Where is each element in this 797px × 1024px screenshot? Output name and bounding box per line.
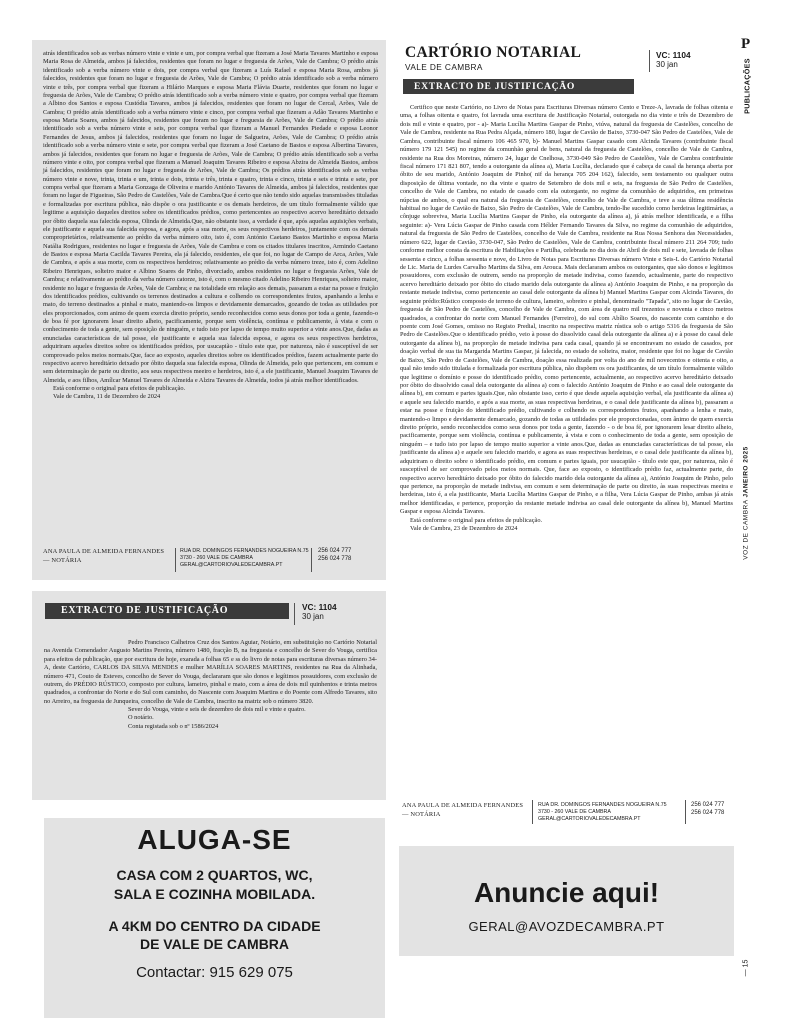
justification-notice-continuation (32, 40, 386, 580)
rental-ad (44, 818, 385, 1018)
notice-body: Pedro Francisco Calheiros Cruz dos Santos Aguiar, Notário, em substituição no Cartório Notarial na Avenida Comendador Augusto Martins Pereira, número 1480, fracção B, na freguesia e concelho de Sever do Vouga, certifica para efeitos de publicação, que por escritura de hoje, exarada a folhas 65 e ss do livro de notas para escrituras diversas número 34-A, deste Cartório, CARLOS DA SILVA MENDES e mulher MARÍLIA SOARES MARTINS, residentes na Rua da Alinhada, número 471, Couto de Esteves, concelho de Sever do Vouga, declararam que são donos e legítimos possuidores, com exclusão de outrem, do PRÉDIO RÚSTICO, composto por cultura, lameiro, pinhal e mato, com a área de dois mil quinhentos e trinta metros quadrados, a confrontar do Norte e do Sul com caminho, do Nascente com Joaquim Martins e do Poente com Alfredo Tavares, sito no Arreiro, na freguesia de Junqueira, concelho de Vale de Cambra, inscrito na matriz sob o número 3820. (44, 639, 377, 705)
vc-reference (302, 602, 337, 621)
vc-date: 30 jan (302, 612, 324, 621)
publication-name: VOZ DE CAMBRA (742, 499, 750, 560)
rental-ad-contact: Contactar: 915 629 075 (136, 964, 293, 981)
section-label: PUBLICAÇÕES (742, 58, 752, 114)
extract-header: EXTRACTO DE JUSTIFICAÇÃO (403, 79, 634, 94)
advertise-ad-email: GERAL@AVOZDECAMBRA.PT (468, 919, 665, 934)
notice-place-date: Vale de Cambra, 23 de Dezembro de 2024 (410, 525, 518, 533)
signature-divider (685, 800, 686, 824)
publication-logo: P (741, 36, 751, 52)
vc-date: 30 jan (656, 60, 678, 69)
notary-office-title: CARTÓRIO NOTARIAL (405, 44, 582, 61)
notary-office-location: VALE DE CAMBRA (405, 62, 483, 72)
rental-ad-line: SALA E COZINHA MOBILADA. (113, 886, 316, 902)
notary-email: GERAL@CARTORIOVALEDECAMBRA.PT (180, 562, 283, 568)
notice-place-date: Sever do Vouga, vinte e seis de dezembro de dois mil e vinte e quatro. (128, 706, 306, 713)
vc-code: VC: 1104 (302, 602, 337, 612)
notice-body: atrás identificados sob as verbas número vinte e vinte e um, por compra verbal que fizeram a José Maria Tavares Martinho e esposa Maria Rosa de Almeida, ambos já falecidos, residentes que foram no lugar e freguesia de Arões, Vale de Cambra; O prédio atrás identificado sob a verba número vinte e dois, por compra verbal que fizeram a Luís Rafael e esposa Maria Rosa, ambos já falecidos, residentes que foram no lugar e freguesia de Arões, Vale de Cambra; O prédio atrás identificado sob a verba número vinte e três, por compra verbal que fizeram a Hilário Marques e esposa Maria Flávia Duarte, residentes que foram no lugar e freguesia de Arões, Vale de Cambra; O prédio atrás identificado sob a verba número vinte e quatro, por compra verbal que fizeram a Albino dos Santos e esposa Custódia Tavares, ambos já falecidos, residentes que foram no lugar de Cercal, Arões, Vale de Cambra; O prédio atrás identificado sob a verba número vinte e cinco, por compra verbal que fizeram a Adão Tavares Martinho e esposa Maria Soares, ambos já falecidos, residentes que foram no lugar e freguesia de Arões, Vale de Cambra; O prédio atrás identificado sob a verba número vinte e seis, por compra verbal que fizeram a Manuel Fernandes Piedade e esposa Leonor Fernandes de Jesus, ambos já falecidos, residentes que foram no lugar de Salgueira, Arões, Vale de Cambra; O prédio atrás identificado sob a verba número vinte e sete, por compra verbal que fizeram a José Caetano de Bastos e esposa Albertina Tavares, ambos já falecidos, residentes que foram no lugar e freguesia de Arões, Vale de Cambra; O prédio atrás identificado sob a verba número vinte e oito, por compra verbal que fizeram a Manuel Joaquim Tavares Ribeiro e esposa Abzira de Almeida Bastos, ambos já falecidos, residentes que foram no lugar e freguesia de Arões, Vale de Cambra; Os prédios atrás identificados sob as verbas número vinte e nove, trinta, trinta e um, trinta e dois, trinta e três, trinta e quatro, trinta e cinco, trinta e seis e trinta e sete, por compra verbal que fizeram a Maria Gonzaga de Oliveira e marido António Tavares de Almeida, ambos já falecidos, residentes que foram no lugar de Figueiras, São Pedro de Castelões, Vale de Cambra.Que é certo que não tendo sido aquelas transmissões tituladas e formalizadas por escritura pública, não dispõe o ora justificante e os demais herdeiros, de um título formalmente válido que legitime a aquisição daqueles direitos sobre os identificados prédios, como pertencentes ao respectivo acervo hereditário deixado por óbito daquela sua falecida esposa, Olinda de Almeida.Que, não obstante isso, a verdade é que, após aquelas aquisições verbais, ele justificante e aquela sua falecida esposa, e agora, após a sua morte, os seus respectivos herdeiros, juntamente com os demais comproprietários, relativamente ao prédio da verba número oito, isto é, com António Caetano Bastos Martinho e esposa Maria Natália Rodrigues, residentes no lugar e freguesia de Arões, Vale de Cambra e com os citados titulares inscritos, Armindo Caetano de Bastos e esposa Maria Cacilda Tavares Pereira, ela já falecido, residentes, ele que foi, no lugar de Campo de Arca, Arões, Vale de Cambra, e após a sua morte, com os respectivos herdeiros; relativamente ao prédio da verba número treze, isto é, com Adelino Ribeiro Henriques, solteiro maior e Albino Soares de Pinho, divorciado, ambos residentes no lugar e freguesia Arões, Vale de Cambra; e relativamente ao prédio da verba número catorze, isto é, com o mesmo citado Adelino Ribeiro Henriques, solteiro maior, residente no lugar e freguesia de Arões, Vale de Cambra; e na totalidade em relação aos demais, passaram a estar na posse e fruição dos identificados prédios, cultivando os terrenos destinados a cultura e colhendo os correspondentes frutos, apanhando a lenha e mato, do terreno destinados a pinhal e mato, mantendo-os limpos e devidamente demarcados, gozando de todas as utilidades por eles proporcionados, com animo de quem exercia direito próprio, sendo reconhecidos como seus donos por toda a gente, fazendo-o de boa fé por ignorarem lesar direito alheio, pacificamente, porque sem violência, contínua e publicamente, à vista e com o conhecimento de toda a gente, sem oposição de ninguém, e tudo isto por lapso de tempo muito superior a vinte anos.Que, dadas as enunciadas características de tal posse, ele justificante e aquela sua falecida esposa, e agora os seus respectivos herdeiros, adquiriram aqueles direitos sobre os identificados prédios, por usucapião - título este que, por natureza, não é susceptível de ser comprovado pelos meios normais.Que, face ao exposto, aqueles direitos sobre os identificados prédios, fazem actualmente parte do respectivo acervo hereditário deixado por óbito daquela sua falecida esposa, Olinda de Almeida, pelo que pertencem, em comum e sem determinação de parte ou direito, aos seus respectivos meeiro e herdeiros, isto é, a ele justificante, Manuel Joaquim Tavares de Almeida, e aos filhos, Amílcar Manuel Tavares de Almeida e Alzira Tavares de Almeida, todos já atrás melhor identificados. (43, 50, 378, 384)
notary-phone-1: 256 024 777 (318, 548, 352, 554)
signature-divider (311, 548, 312, 572)
notary-role: — NOTÁRIA (402, 811, 441, 818)
advertise-ad (399, 846, 734, 956)
notary-address-2: 3730 - 260 VALE DE CAMBRA (180, 555, 253, 561)
rental-ad-line: DE VALE DE CAMBRA (139, 936, 290, 952)
notary-office-notice (396, 40, 735, 840)
extract-header: EXTRACTO DE JUSTIFICAÇÃO (45, 603, 289, 619)
notary-address-1: RUA DR. DOMINGOS FERNANDES NOGUEIRA N.75 (180, 548, 309, 554)
vc-divider (294, 603, 295, 625)
notice-place-date: Vale de Cambra, 11 de Dezembro de 2024 (53, 393, 161, 401)
notary-phone-2: 256 024 778 (691, 810, 725, 816)
notice-account: Conta registada sob o nº 1586/2024 (128, 722, 219, 730)
rental-ad-title: ALUGA-SE (137, 824, 292, 855)
notary-signature (43, 548, 383, 574)
notary-address-2: 3730 - 260 VALE DE CAMBRA (538, 809, 611, 815)
notice-body: Certifico que neste Cartório, no Livro de Notas para Escrituras Diversas número Cento e Treze-A, lavrada de folhas oitenta e uma, a folhas oitenta e quatro, foi lavrada uma escritura de Justificação Notarial, outorgada no dia vinte e três de Dezembro de dois mil e vinte e quatro, por - a)- Maria Lucília Martins Gaspar de Pinho, viúva, natural da freguesia de Castelões, concelho de Vale de Cambra, residente na Rua Pedra Alçada, número 180, lugar de Cavião de Baixo, 3730-047 São Pedro de Castelões, Vale de Cambra, contribuinte fiscal número 106 465 970, b)- Manuel Martins Gaspar casado com Alcinda Tavares (contribuinte fiscal número 179 121 545) no regime da comunhão geral de bens, natural da freguesia de Castelões, concelho de Vale de Cambra, residente na Rua dos Moreiras, número 24, lugar de Cnelhosa, 3730-049 São Pedro de Castelões, Vale de Cambra contribuinte fiscal número 171 821 807, tendo a outorgante da alínea a), Maria Lucília, declarado que é cabeça de casal da herança aberta por óbito de seu marido, António Joaquim de Pinho( nif da herança 705 204 162), falecido, sem testamento ou qualquer outra disposição de última vontade, no dia vinte e quatro de Setembro de dois mil e seis, na freguesia de São Pedro de Castelões, concelho de Vale de Cambra, no estado de casado com ela outorgante, no regime da comunhão de adquiridos, em primeiras núpcias de ambos, o qual era natural da freguesia de Castelões, concelho de Vale de Cambra, e teve a sua última residência habitual no lugar de Cavião de Baixo, São Pedro de Castelões, Vale de Cambra, tendo-lhe sucedido como herdeiras legitimárias, a cônjuge sobreviva, Maria Lucília Martins Gaspar de Pinho, ela outorgante da alínea a), já atrás melhor identificada, e a filha seguinte: a)- Vera Lúcia Gaspar de Pinho casada com Hélder Fernando Tavares da Silva, no regime da comunhão de adquiridos, natural da freguesia de São Pedro de Castelões, concelho de Vale de Cambra, residente na Rua Nossa Senhora das Necessidades, número 622, lugar de Cavião, 3730-047, São Pedro de Castelões, Vale de Cambra, contribuinte fiscal número 211 264 709; tudo conforme melhor consta da escritura de Habilitações e Partilha, celebrada no dia dois de Abril de dois mil e sete, lavrada de folhas sessenta e cinco, a folhas sessenta e nove, do Livro de Notas para Escrituras Diversas número Vinte e Seis-L do Cartório Notarial de Lic. Maria de Lurdes Carvalho Martins da Silva, em Arouca. Mais declararam ambos os outorgantes, que são donos e legítimos possuidores, com exclusão de outrem, sendo na proporção de metade indivisa, como fazendo, actualmente, parte do respectivo acervo hereditário deixado por óbito do citado marido dela outorgante da alínea a) António Joaquim de Pinho, e na proporção da restante metade indivisa, como pertencente ao casal dele outorgante da alínea b) Manuel Martins Gaspar com Alcinda Tavares, do seguinte prédio:Rústico composto de terreno de cultura, lameiro, sobreiro e pinhal, denominado "Tapada", sito no lugar de Cavião, freguesia de São Pedro de Castelões, concelho de Vale de Cambra, com área de quatro mil trezentos e noventa e cinco metros quadrados, a confrontar do norte com Manuel Fernandes (Ferreiro), do sul com Abílio Soares, do nascente com caminho e do poente com José Gomes, omisso no Registo Predial, inscrito na respectiva matriz rústica sob o artigo 5316 da freguesia de São Pedro de Castelões.Que o identificado prédio, veio à posse do dissolvido casal dela outorgante da alínea a) e à posse do casal dele outorgante da alínea b), na proporção de metade indivisa para cada casal, quando já se encontravam no estado de casados, por doação verbal de sua tia Margarida Martins Gaspar, já falecida, no estado de solteira, maior, residente que foi no lugar de Cavião de Baixo, São Pedro de Castelões, Vale de Cambra, doação essa realizada por volta do ano de mil novecentos e oitenta e oito, a qual não tendo sido titulada e formalizada por escritura pública, não dispõem os ora justificantes, de um título formalmente válido que legitime o domínio e posse do identificado prédio, como pertencente, actualmente, ao respectivo acervo hereditário deixado por óbito do dissolvido casal dela outorgante da alínea a) com o falecido António Joaquim de Pinho e ao casal dele outorgante da alínea b), em comum e partes iguais.Que, não obstante isso, certo é que desde aquela aquisição verbal, ela justificante da alínea a) e aquele seu falecido marido, e após a sua morte, as suas respectivas herdeiras, e o casal dele justificante da alínea b), passaram a estar na posse e fruição do identificado prédio, cultivando e colhendo os correspondentes frutos, apanhando a lenha e mato, mantendo-o limpo e devidamente demarcado, gozando de todas as utilidades por ele proporcionadas, com ânimo de quem exercia direito próprio, sendo reconhecidos como seus donos por toda a gente, fazendo - o de boa fé, por ignorarem lesar direito alheio, pacificamente, porque sem violência, contínua e publicamente, à vista e com o conhecimento de toda a gente, sem oposição de ninguém – e tudo isto por lapso de tempo muito superior a vinte anos.Que, dadas as enunciadas características de tal posse, ela justificante da alínea a) e aquele seu falecido marido, e agora as suas respectivas herdeiras, e o casal dele justificante da alínea b), adquiriram o direito sobre o identificado prédio, em comum e partes iguais, por usucapião - título este que, por natureza, não é susceptível de ser comprovado pelos meios normais. Que, face ao exposto, o identificado prédio faz, actualmente parte, do respectivo acervo hereditário deixado por óbito do falecido marido dela outorgante da alínea a), António Joaquim de Pinho, pelo que pertence, na proporção de metade indivisa, em comum e sem determinação de parte ou direito, às suas respectivas meeira e herdeiras, isto é, a ela justificante, Maria Lucília Martins Gaspar de Pinho, e a filha, Vera Lúcia Gaspar de Pinho, ambas já atrás melhor identificadas, e pertence, proporção da restante metade indivisa ao casal dele outorgante da alínea b), Manuel Martins Gaspar e esposa Alcinda Tavares. (400, 104, 733, 516)
notary-name: ANA PAULA DE ALMEIDA FERNANDES (43, 548, 165, 555)
notice-signatory: O notário. (128, 714, 154, 722)
notary-role: — NOTÁRIA (43, 557, 82, 564)
vc-divider (649, 50, 650, 72)
rental-ad-line: CASA COM 2 QUARTOS, WC, (116, 867, 313, 883)
issue-date: JANEIRO 2025 (742, 446, 750, 498)
advertise-ad-title: Anuncie aqui! (473, 877, 660, 908)
vc-reference (656, 50, 691, 69)
notary-signature (402, 800, 732, 826)
notice-conformity: Está conforme o original para efeitos de publicação. (53, 385, 186, 392)
notary-name: ANA PAULA DE ALMEIDA FERNANDES (402, 802, 524, 809)
notary-email: GERAL@CARTORIOVALEDECAMBRA.PT (538, 816, 641, 822)
justification-extract-notice (32, 591, 386, 800)
publication-info (743, 446, 750, 559)
page-number: — 15 (742, 959, 750, 977)
notary-phone-2: 256 024 778 (318, 556, 352, 562)
signature-divider (175, 548, 176, 572)
vc-code: VC: 1104 (656, 50, 691, 60)
notice-conformity: Está conforme o original para efeitos de publicação. (410, 516, 543, 524)
rental-ad-line: A 4KM DO CENTRO DA CIDADE (108, 918, 321, 934)
notary-phone-1: 256 024 777 (691, 802, 725, 808)
signature-divider (532, 800, 533, 824)
notary-address-1: RUA DR. DOMINGOS FERNANDES NOGUEIRA N.75 (538, 802, 667, 808)
